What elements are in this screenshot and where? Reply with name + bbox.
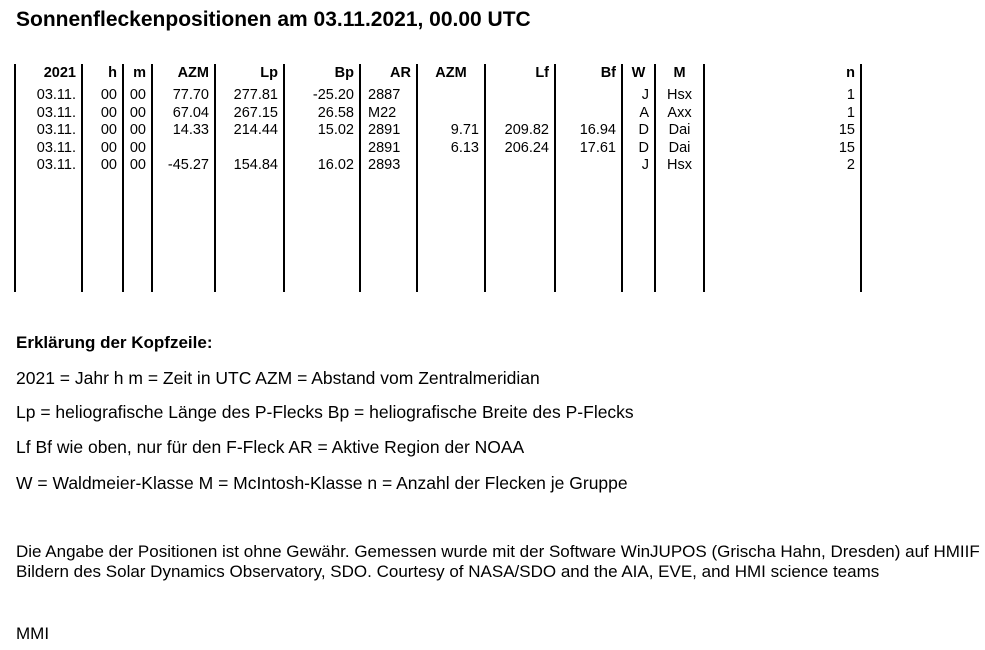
table-cell: 2893 (368, 157, 401, 173)
column-header: n (846, 65, 855, 81)
table-cell: 16.02 (317, 157, 354, 173)
table-cell: 00 (129, 157, 146, 173)
legend-line: Lp = heliografische Länge des P-Flecks Bp = heliografische Breite des P-Flecks (16, 402, 634, 422)
table-cell: 206.24 (504, 139, 549, 156)
table-cell: 15 (838, 139, 855, 156)
table-cell: Axx (667, 104, 692, 121)
disclaimer-note: Die Angabe der Positionen ist ohne Gewähr. Gemessen wurde mit der Software WinJUPOS (Grischa Hahn, Dresden) auf HMIIF Bildern des Solar Dynamics Observatory, SDO. Courtesy of NASA/SDO and the AIA, EVE, and HMI science teams (16, 542, 980, 581)
table-cell: 9.71 (450, 122, 479, 138)
legend-line: 2021 = Jahr h m = Zeit in UTC AZM = Abstand vom Zentralmeridian (16, 368, 540, 388)
table-cell: -45.27 (167, 157, 209, 173)
table-cell: J (641, 157, 649, 173)
table-cell: 00 (129, 139, 146, 156)
table-cell: 2 (846, 157, 855, 173)
table-cell: 154.84 (233, 157, 278, 173)
table-cell: 214.44 (233, 122, 278, 138)
table-cell: 15.02 (317, 122, 354, 138)
column-header: W (631, 65, 646, 81)
table-cell: 267.15 (233, 104, 278, 121)
table-cell: 14.33 (172, 122, 209, 138)
table-cell: 00 (100, 104, 117, 121)
legend-line: W = Waldmeier-Klasse M = McIntosh-Klasse n = Anzahl der Flecken je Gruppe (16, 473, 628, 493)
table-column-divider (860, 64, 862, 292)
table-cell: 209.82 (504, 122, 549, 138)
table-cell: M22 (368, 104, 397, 121)
table-cell: 26.58 (317, 104, 354, 121)
legend-heading: Erklärung der Kopfzeile: (16, 333, 213, 352)
column-header: Lp (260, 65, 278, 81)
column-header: 2021 (43, 65, 76, 81)
table-cell: Dai (668, 122, 691, 138)
table-cell: 1 (846, 87, 855, 103)
table-cell: 00 (129, 87, 146, 103)
column-header: m (133, 65, 146, 81)
table-cell: 03.11. (36, 139, 76, 156)
table-cell: 00 (100, 139, 117, 156)
column-header: AZM (435, 65, 467, 81)
sunspot-table (14, 64, 862, 292)
legend-line: Lf Bf wie oben, nur für den F-Fleck AR = Aktive Region der NOAA (16, 437, 525, 457)
table-cell: 03.11. (36, 104, 76, 121)
table-cell: 67.04 (172, 104, 209, 121)
table-cell: 6.13 (450, 139, 479, 156)
column-header: h (108, 65, 117, 81)
table-cell: 00 (100, 157, 117, 173)
table-cell: 00 (129, 104, 146, 121)
column-header: Bp (334, 65, 354, 81)
table-cell: A (639, 104, 649, 121)
table-cell: 03.11. (36, 157, 76, 173)
column-header: Bf (600, 65, 616, 81)
table-column-divider (484, 64, 486, 292)
column-header: AZM (177, 65, 209, 81)
column-header: AR (390, 65, 411, 81)
table-cell: Hsx (667, 87, 692, 103)
table-cell: 00 (129, 122, 146, 138)
table-cell: D (638, 139, 649, 156)
table-cell: D (638, 122, 649, 138)
table-cell: 00 (100, 87, 117, 103)
table-cell: -25.20 (312, 87, 354, 103)
table-cell: 1 (846, 104, 855, 121)
table-cell: 277.81 (233, 87, 278, 103)
table-cell: 2891 (368, 122, 401, 138)
table-cell: 17.61 (579, 139, 616, 156)
table-cell: J (641, 87, 649, 103)
table-column-divider (416, 64, 418, 292)
column-header: Lf (535, 65, 549, 81)
table-cell: 16.94 (579, 122, 616, 138)
column-header: M (673, 65, 686, 81)
table-cell: 00 (100, 122, 117, 138)
page-title: Sonnenfleckenpositionen am 03.11.2021, 00.00 UTC (16, 8, 531, 31)
table-cell: 15 (838, 122, 855, 138)
table-cell: 77.70 (172, 87, 209, 103)
table-cell: 2887 (368, 87, 401, 103)
table-cell: Hsx (667, 157, 692, 173)
table-cell: 03.11. (36, 122, 76, 138)
table-cell: 2891 (368, 139, 401, 156)
table-cell: 03.11. (36, 87, 76, 103)
table-cell: Dai (668, 139, 691, 156)
table-column-divider (554, 64, 556, 292)
signature: MMI (16, 624, 50, 643)
